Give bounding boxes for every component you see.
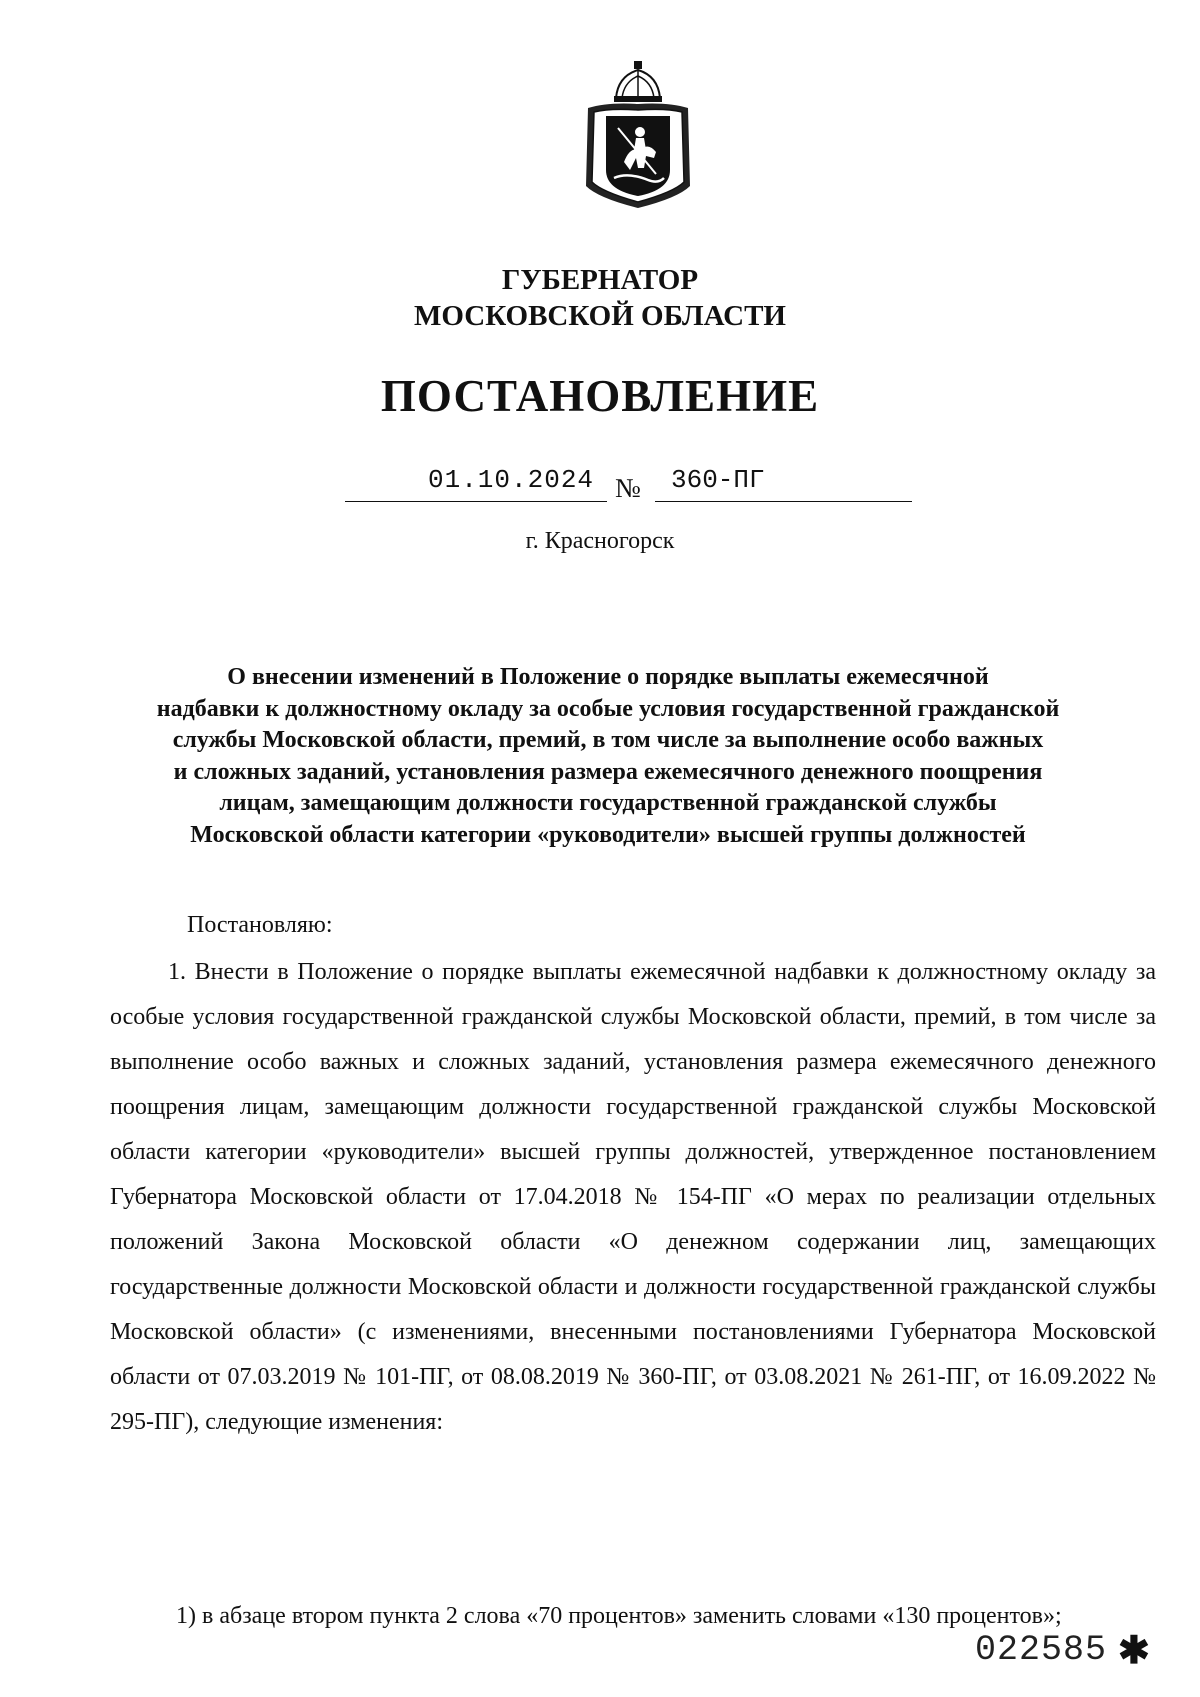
authority-block <box>0 262 1200 334</box>
paragraph-1: 1. Внести в Положение о порядке выплаты ежемесячной надбавки к должностному окладу за особые условия государственной гражданской службы Московской области, премий, в том числе за выполнение особо важных и сложных заданий, установления размера ежемесячного денежного поощрения лицам, замещающим должности государственной гражданской службы Московской области категории «руководители» высшей группы должностей, утвержденное постановлением Губернатора Московской области от 17.04.2018 № 154-ПГ «О мерах по реализации отдельных положений Закона Московской области «О денежном содержании лиц, замещающих государственные должности Московской области и должности государственной гражданской службы Московской области» (с изменениями, внесенными постановлениями Губернатора Московской области от 07.03.2019 № 101-ПГ, от 08.08.2019 № 360-ПГ, от 03.08.2021 № 261-ПГ, от 16.09.2022 № 295-ПГ), следующие изменения: <box>110 959 1156 1435</box>
title-line: и сложных заданий, установления размера ежемесячного денежного поощрения <box>173 758 1043 785</box>
date-underline <box>345 501 607 502</box>
intro-text: Постановляю: <box>187 912 333 938</box>
title-line: Московской области категории «руководители» высшей группы должностей <box>190 821 1026 848</box>
document-date: 01.10.2024 <box>428 465 595 495</box>
document-title <box>118 662 1098 851</box>
title-line: службы Московской области, премий, в том числе за выполнение особо важных <box>172 727 1044 753</box>
footer-serial-number: 022585 <box>975 1630 1108 1670</box>
document-type-heading: ПОСТАНОВЛЕНИЕ <box>380 371 820 421</box>
city-line: г. Красногорск <box>525 528 675 554</box>
paragraph-2: 1) в абзаце втором пункта 2 слова «70 процентов» заменить словами «130 процентов»; <box>176 1603 1062 1629</box>
authority-line-1: ГУБЕРНАТОР <box>501 264 699 296</box>
coat-of-arms-icon <box>578 58 698 213</box>
title-line: О внесении изменений в Положение о порядке выплаты ежемесячной <box>227 664 989 690</box>
authority-line-2: МОСКОВСКОЙ ОБЛАСТИ <box>413 300 786 332</box>
document-number: 360-ПГ <box>671 465 765 495</box>
number-sign: № <box>615 473 641 503</box>
asterisk-mark-icon: ✱ <box>1118 1630 1150 1672</box>
title-line: надбавки к должностному окладу за особые условия государственной гражданской <box>156 695 1060 722</box>
title-line: лицам, замещающим должности государственной гражданской службы <box>219 790 997 816</box>
registration-line <box>345 465 915 505</box>
number-underline <box>655 501 912 502</box>
